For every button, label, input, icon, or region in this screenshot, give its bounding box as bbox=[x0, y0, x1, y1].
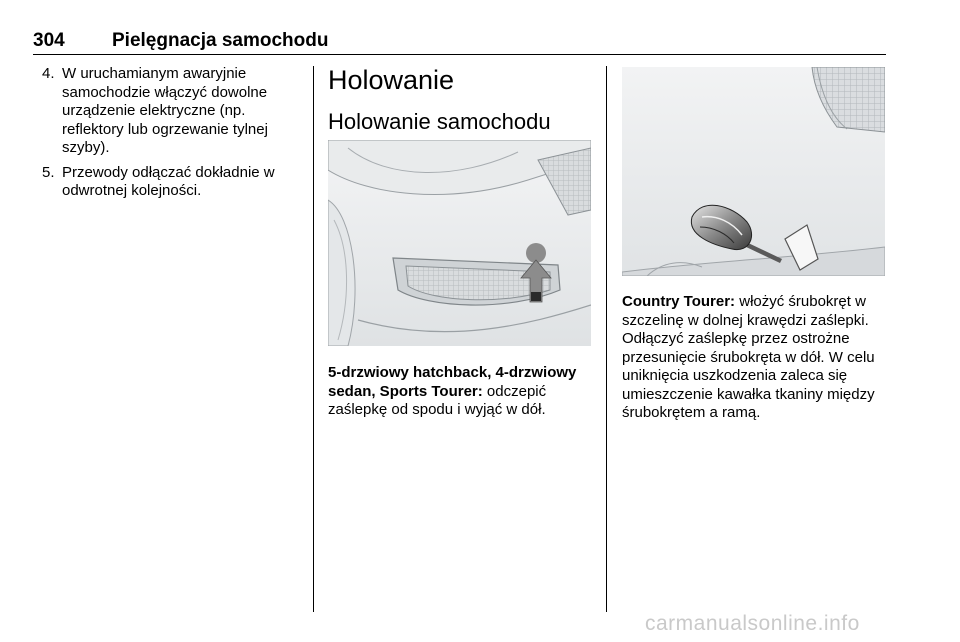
chapter-title: Pielęgnacja samochodu bbox=[112, 30, 329, 51]
list-item bbox=[42, 164, 298, 201]
middle-column bbox=[328, 64, 592, 135]
step-text: W uruchamianym awaryjnie samochodzie włączyć dowolne urządzenie elektryczne (np. reflektory lub ogrzewanie tylnej szyby). bbox=[62, 65, 268, 156]
watermark: carmanualsonline.info bbox=[645, 612, 860, 635]
step-text: Przewody odłączać dokładnie w odwrotnej kolejności. bbox=[62, 163, 275, 199]
header-rule bbox=[33, 54, 886, 55]
section-subheading: Holowanie samochodu bbox=[328, 109, 551, 134]
caption-model-label: Country Tourer: bbox=[622, 293, 736, 310]
left-column bbox=[42, 65, 298, 207]
step-number: 4. bbox=[42, 65, 55, 82]
screwdriver-illustration bbox=[622, 67, 885, 276]
section-heading: Holowanie bbox=[328, 65, 455, 95]
step-number: 5. bbox=[42, 163, 55, 181]
caption-instruction: włożyć śrubokręt w szczelinę w dolnej krawędzi zaślepki. Odłączyć zaślepkę przez ostrożne przesunięcie śrubokręta w dół. W celu uniknięcia uszkodzenia zaleca się umieszczenie kawałka tkaniny między śrubokrętem a ramą. bbox=[622, 293, 875, 421]
column-divider-1 bbox=[313, 66, 314, 612]
caption-model-label: 5-drzwiowy hatchback, 4-drzwiowy sedan, Sports Tourer: bbox=[328, 364, 577, 400]
caption-country-tourer bbox=[622, 293, 890, 423]
screwdriver-drawing bbox=[622, 67, 885, 276]
page-header bbox=[33, 30, 886, 52]
caption-instruction: odczepić zaślepkę od spodu i wyjąć w dół. bbox=[328, 382, 547, 418]
caption-hatchback bbox=[328, 364, 592, 420]
list-item bbox=[42, 65, 298, 158]
step-list bbox=[42, 65, 298, 201]
bumper-cover-drawing bbox=[328, 140, 591, 346]
page-number: 304 bbox=[33, 30, 65, 51]
column-divider-2 bbox=[606, 66, 607, 612]
bumper-cover-illustration bbox=[328, 140, 591, 346]
